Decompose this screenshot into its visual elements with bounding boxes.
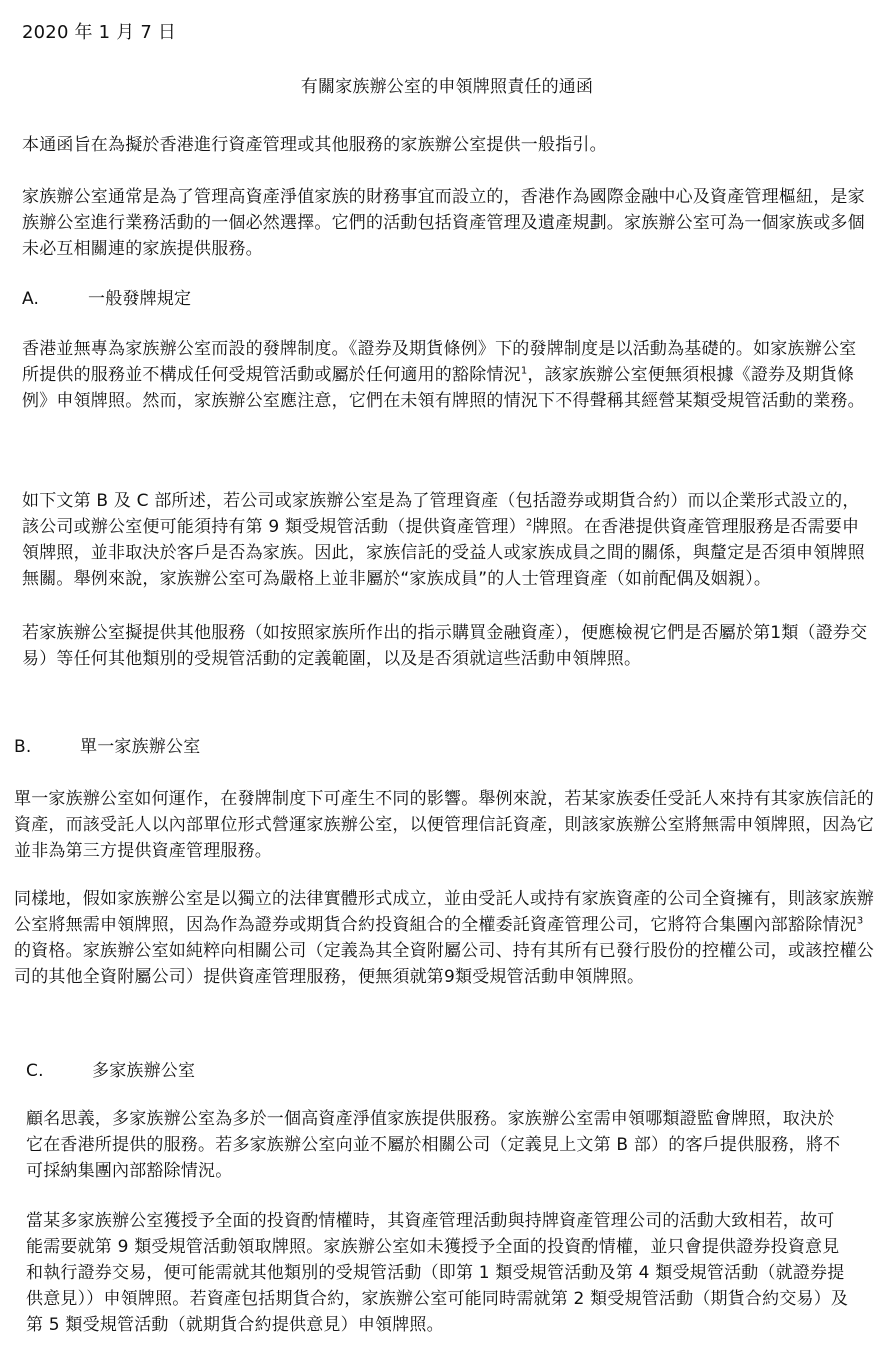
section-c-title: 多家族辦公室 xyxy=(92,1061,196,1081)
document-date: 2020 年 1 月 7 日 xyxy=(22,22,177,43)
section-a-heading xyxy=(22,286,872,312)
section-c-letter: C. xyxy=(26,1061,44,1081)
section-a-paragraph-2: 如下文第 B 及 C 部所述，若公司或家族辦公室是為了管理資產（包括證券或期貨合約）而以企業形式設立的，該公司或辦公室便可能須持有第 9 類受規管活動（提供資產管理）$^2$牌照。在香港提供資產管理服務是否需要申領牌照，並非取決於客戶是否為家族。因此，家族信託的受益人或家族成員之間的關係，與釐定是否須申領牌照無關。舉例來說，家族辦公室可為嚴格上並非屬於“家族成員”的人士管理資產（如前配偶及姻親）。 xyxy=(22,491,865,589)
section-a-title: 一般發牌規定 xyxy=(88,289,192,309)
footnote-ref-2[interactable]: 2 xyxy=(525,517,533,529)
section-b-paragraph-1: 單一家族辦公室如何運作，在發牌制度下可產生不同的影響。舉例來說，若某家族委任受託人來持有其家族信託的資產，而該受託人以內部單位形式營運家族辦公室，以便管理信託資產，則該家族辦公室將無需申領牌照，因為它並非為第三方提供資產管理服務。 xyxy=(14,789,874,861)
footnote-ref-3[interactable]: 3 xyxy=(856,915,864,927)
footnote-ref-1[interactable]: 1 xyxy=(520,365,528,377)
section-b-heading xyxy=(14,734,874,760)
section-b-paragraph-2: 同樣地，假如家族辦公室是以獨立的法律實體形式成立，並由受託人或持有家族資產的公司全資擁有，則該家族辦公室將無需申領牌照，因為作為證券或期貨合約投資組合的全權委託資產管理公司，它將符合集團內部豁除情況$^3$的資格。家族辦公室如純粹向相關公司（定義為其全資附屬公司、持有其所有已發行股份的控權公司，或該控權公司的其他全資附屬公司）提供資產管理服務，便無須就第9類受規管活動申領牌照。 xyxy=(14,889,874,987)
section-a-paragraph-1: 香港並無專為家族辦公室而設的發牌制度。《證券及期貨條例》下的發牌制度是以活動為基礎的。如家族辦公室所提供的服務並不構成任何受規管活動或屬於任何適用的豁除情況$^1$，該家族辦公室便無須根據《證券及期貨條例》申領牌照。然而，家族辦公室應注意，它們在未領有牌照的情況下不得聲稱其經營某類受規管活動的業務。 xyxy=(22,339,865,411)
section-a-letter: A. xyxy=(22,289,40,309)
section-c-heading xyxy=(26,1058,876,1084)
intro-paragraph: 本通函旨在為擬於香港進行資產管理或其他服務的家族辦公室提供一般指引。 xyxy=(22,135,607,155)
section-b-title: 單一家族辦公室 xyxy=(80,737,201,757)
section-c-paragraph-2: 當某多家族辦公室獲授予全面的投資酌情權時，其資產管理活動與持牌資產管理公司的活動大致相若，故可能需要就第 9 類受規管活動領取牌照。家族辦公室如未獲授予全面的投資酌情權，並只會提供證券投資意見和執行證券交易，便可能需就其他類別的受規管活動（即第 1 類受規管活動及第 4 類受規管活動（就證券提供意見））申領牌照。若資產包括期貨合約，家族辦公室可能同時需就第 2 類受規管活動（期貨合約交易）及第 5 類受規管活動（就期貨合約提供意見）申領牌照。 xyxy=(26,1211,849,1335)
document-title: 有關家族辦公室的申領牌照責任的通函 xyxy=(300,77,594,97)
section-a-paragraph-3: 若家族辦公室擬提供其他服務（如按照家族所作出的指示購買金融資產），便應檢視它們是否屬於第1類（證券交易）等任何其他類別的受規管活動的定義範圍，以及是否須就這些活動申領牌照。 xyxy=(22,623,868,669)
section-b-letter: B. xyxy=(14,737,32,757)
background-paragraph: 家族辦公室通常是為了管理高資產淨值家族的財務事宜而設立的，香港作為國際金融中心及資產管理樞紐，是家族辦公室進行業務活動的一個必然選擇。它們的活動包括資產管理及遺產規劃。家族辦公室可為一個家族或多個未必互相關連的家族提供服務。 xyxy=(22,187,865,259)
section-c-paragraph-1: 顧名思義，多家族辦公室為多於一個高資產淨值家族提供服務。家族辦公室需申領哪類證監會牌照，取決於它在香港所提供的服務。若多家族辦公室向並不屬於相關公司（定義見上文第 B 部）的客戶提供服務，將不可採納集團內部豁除情況。 xyxy=(26,1109,841,1181)
